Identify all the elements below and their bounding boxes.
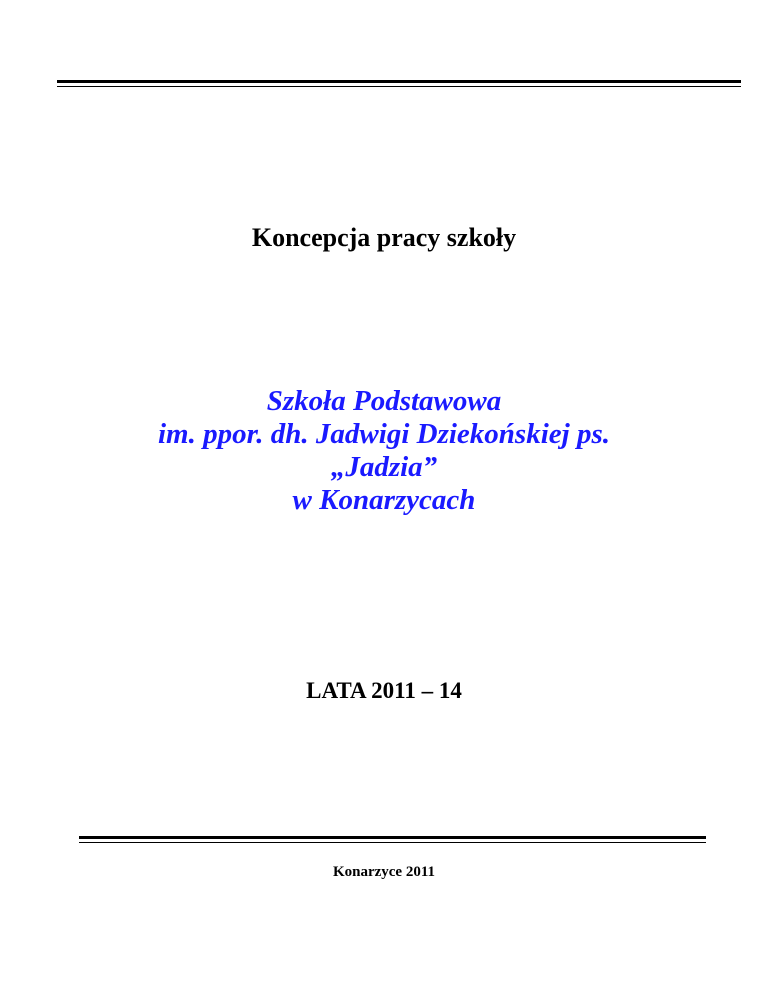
school-name-block <box>0 385 768 517</box>
school-name-line-4: w Konarzycach <box>292 484 476 516</box>
school-name-line-1: Szkoła Podstawowa <box>266 385 502 417</box>
top-divider <box>57 80 741 87</box>
school-name-line-3: „Jadzia” <box>330 451 438 483</box>
place-and-year: Konarzyce 2011 <box>332 864 436 880</box>
years-range: LATA 2011 – 14 <box>306 678 462 703</box>
school-name-line-2: im. ppor. dh. Jadwigi Dziekońskiej ps. <box>158 418 610 450</box>
bottom-divider <box>79 836 706 843</box>
document-title: Koncepcja pracy szkoły <box>251 223 517 252</box>
